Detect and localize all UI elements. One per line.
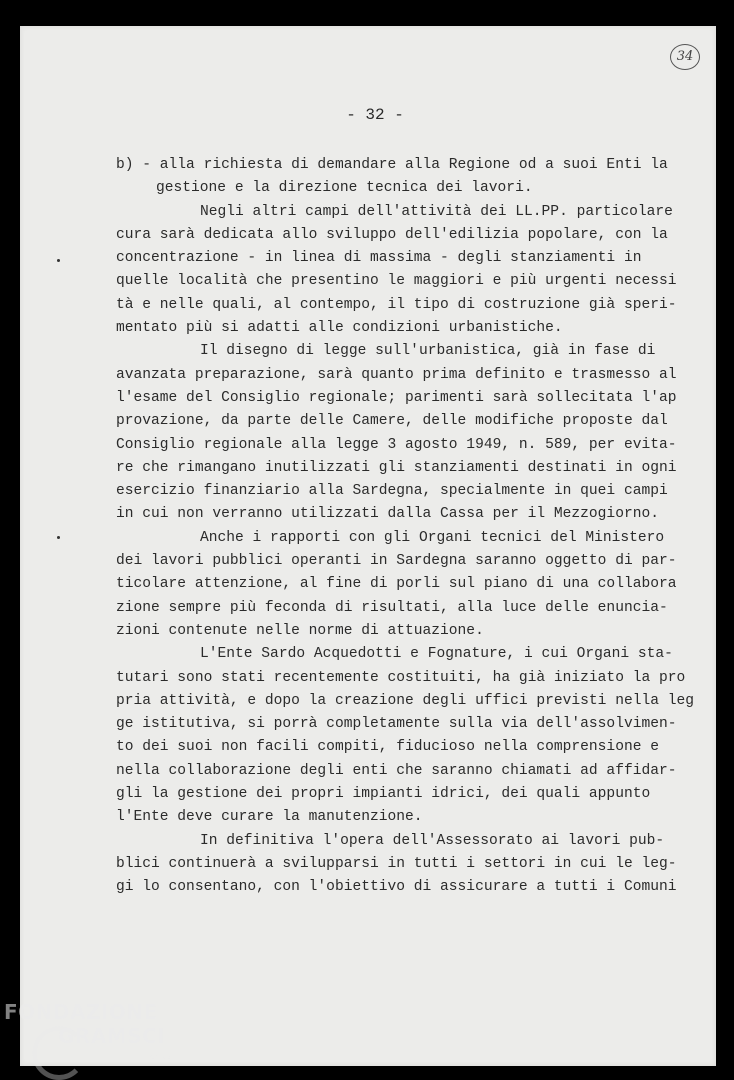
watermark-line2: GRAMSCI <box>58 1024 166 1048</box>
text-line: Il disegno di legge sull'urbanistica, già in fase di <box>200 343 656 360</box>
text-line: gi lo consentano, con l'obiettivo di assicurare a tutti i Comuni <box>116 879 677 896</box>
text-line: dei lavori pubblici operanti in Sardegna saranno oggetto di par- <box>116 553 677 570</box>
text-line: Negli altri campi dell'attività dei LL.PP. particolare <box>200 203 673 220</box>
text-line: mentato più si adatti alle condizioni urbanistiche. <box>116 320 563 337</box>
text-line: cura sarà dedicata allo sviluppo dell'edilizia popolare, con la <box>116 226 668 243</box>
text-line: tà e nelle quali, al contempo, il tipo di costruzione già speri- <box>116 296 677 313</box>
body-text <box>116 154 695 900</box>
text-line: pria attività, e dopo la creazione degli uffici previsti nella leg <box>116 692 695 709</box>
text-line: tutari sono stati recentemente costituiti, ha già iniziato la pro <box>116 669 686 686</box>
watermark-line3: onlus <box>150 1052 172 1061</box>
text-line: blici continuerà a svilupparsi in tutti i settori in cui le leg- <box>116 855 677 872</box>
watermark-line1: FONDAZIONE <box>4 1000 158 1024</box>
text-line: in cui non verranno utilizzati dalla Cassa per il Mezzogiorno. <box>116 506 659 523</box>
text-line: L'Ente Sardo Acquedotti e Fognature, i cui Organi sta- <box>200 646 673 663</box>
text-line: zioni contenute nelle norme di attuazione. <box>116 622 484 639</box>
text-line: provazione, da parte delle Camere, delle modifiche proposte dal <box>116 413 668 430</box>
text-line: esercizio finanziario alla Sardegna, specialmente in quei campi <box>116 483 668 500</box>
text-line: gestione e la direzione tecnica dei lavori. <box>156 180 533 197</box>
text-line: zione sempre più feconda di risultati, alla luce delle enuncia- <box>116 599 668 616</box>
text-line: avanzata preparazione, sarà quanto prima definito e trasmesso al <box>116 366 677 383</box>
text-line: quelle località che presentino le maggiori e più urgenti necessi <box>116 273 677 290</box>
archive-page-stamp: 34 <box>670 44 700 70</box>
text-line: gli la gestione dei propri impianti idrici, dei quali appunto <box>116 786 651 803</box>
text-line: ge istitutiva, si porrà completamente sulla via dell'assolvimen- <box>116 716 677 733</box>
text-line: ticolare attenzione, al fine di porli sul piano di una collabora <box>116 576 677 593</box>
margin-dot <box>57 536 60 539</box>
text-line: In definitiva l'opera dell'Assessorato ai lavori pub- <box>200 832 665 849</box>
text-line: l'esame del Consiglio regionale; parimenti sarà sollecitata l'ap <box>116 389 677 406</box>
page-number: - 32 - <box>346 106 404 124</box>
text-line: to dei suoi non facili compiti, fiducioso nella comprensione e <box>116 739 659 756</box>
fondazione-gramsci-watermark <box>4 1000 194 1076</box>
text-line: concentrazione - in linea di massima - degli stanziamenti in <box>116 250 642 267</box>
document-page <box>20 26 716 1066</box>
text-line: l'Ente deve curare la manutenzione. <box>116 809 423 826</box>
text-line: nella collaborazione degli enti che saranno chiamati ad affidar- <box>116 762 677 779</box>
text-line: Consiglio regionale alla legge 3 agosto 1949, n. 589, per evita- <box>116 436 677 453</box>
margin-dot <box>57 259 60 262</box>
text-line: re che rimangano inutilizzati gli stanziamenti destinati in ogni <box>116 459 677 476</box>
text-line: Anche i rapporti con gli Organi tecnici del Ministero <box>200 529 665 546</box>
text-line: b) - alla richiesta di demandare alla Regione od a suoi Enti la <box>116 157 668 173</box>
